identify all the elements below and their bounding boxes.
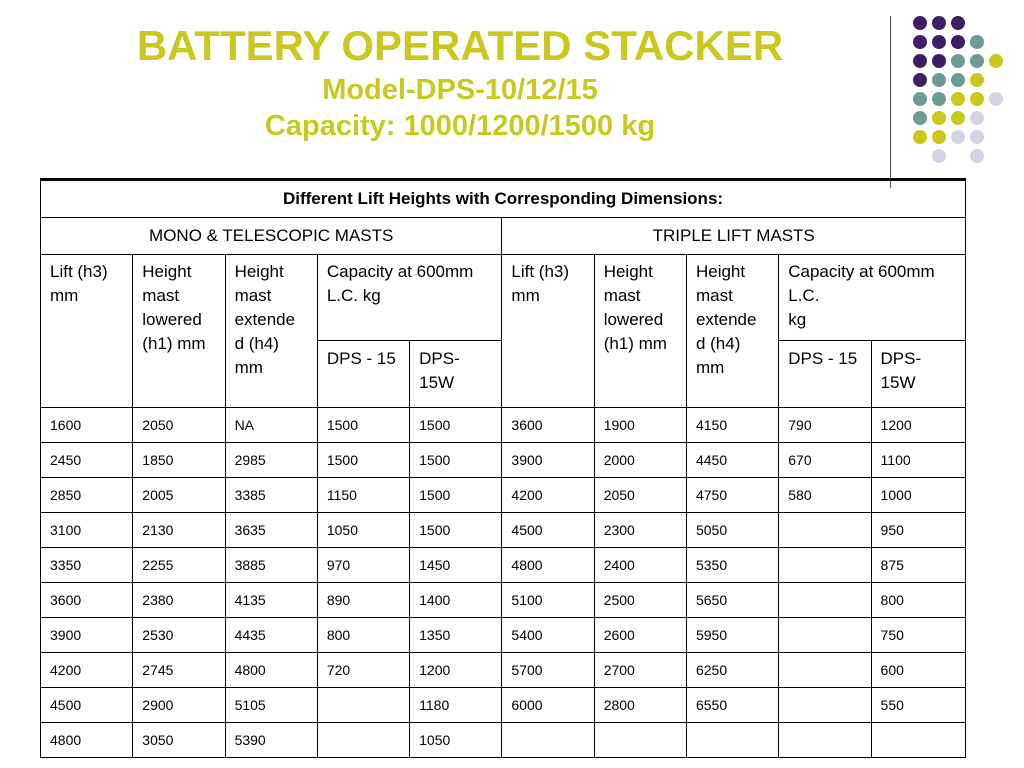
- table-cell: 5050: [686, 513, 778, 548]
- table-cell: 5950: [686, 618, 778, 653]
- table-cell: 4750: [686, 478, 778, 513]
- table-cell: 3635: [225, 513, 317, 548]
- decorative-dot: [970, 92, 984, 106]
- table-cell: 720: [317, 653, 409, 688]
- table-cell: [317, 723, 409, 758]
- table-cell: 4200: [41, 653, 133, 688]
- table-cell: 1500: [410, 478, 502, 513]
- table-cell: 580: [779, 478, 871, 513]
- header-height-extended: Height mast extende d (h4) mm: [225, 255, 317, 408]
- table-cell: 2800: [594, 688, 686, 723]
- table-cell: 3600: [502, 408, 594, 443]
- table-cell: 2005: [133, 478, 225, 513]
- header-capacity-triple-line1: Capacity at 600mm L.C.: [788, 262, 935, 305]
- decorative-dot: [932, 149, 946, 163]
- table-cell: [779, 618, 871, 653]
- table-cell: 800: [871, 583, 965, 618]
- header-height-lowered-triple: Height mast lowered (h1) mm: [594, 255, 686, 408]
- table-row: [41, 513, 966, 548]
- table-cell: 950: [871, 513, 965, 548]
- table-cell: NA: [225, 408, 317, 443]
- table-cell: 800: [317, 618, 409, 653]
- header-height-extended-triple: Height mast extende d (h4) mm: [686, 255, 778, 408]
- lift-heights-table: [40, 178, 966, 758]
- decorative-dot: [970, 35, 984, 49]
- decorative-dot: [951, 54, 965, 68]
- decorative-dot: [951, 16, 965, 30]
- table-cell: 600: [871, 653, 965, 688]
- header-capacity-triple: [779, 255, 966, 341]
- table-cell: 4450: [686, 443, 778, 478]
- table-cell: [686, 723, 778, 758]
- table-cell: 1850: [133, 443, 225, 478]
- table-cell: 2050: [594, 478, 686, 513]
- slide-title: BATTERY OPERATED STACKER: [136, 22, 784, 69]
- table-cell: 1100: [871, 443, 965, 478]
- table-cell: 2255: [133, 548, 225, 583]
- table-cell: 2400: [594, 548, 686, 583]
- table-cell: 2900: [133, 688, 225, 723]
- table-cell: 1400: [410, 583, 502, 618]
- subheader-dps-15w: DPS- 15W: [410, 341, 502, 408]
- triple-lift-group-header: TRIPLE LIFT MASTS: [502, 218, 966, 255]
- table-cell: 1450: [410, 548, 502, 583]
- table-cell: 5100: [502, 583, 594, 618]
- table-cell: 1500: [317, 408, 409, 443]
- table-cell: 3050: [133, 723, 225, 758]
- decorative-dot: [913, 111, 927, 125]
- table-cell: 1180: [410, 688, 502, 723]
- table-cell: 2745: [133, 653, 225, 688]
- table-row: [41, 723, 966, 758]
- decorative-dot: [951, 73, 965, 87]
- table-cell: 2300: [594, 513, 686, 548]
- table-row: [41, 688, 966, 723]
- header-lift-h3-triple: Lift (h3) mm: [502, 255, 594, 408]
- table-cell: 3885: [225, 548, 317, 583]
- table-cell: 1050: [317, 513, 409, 548]
- table-cell: 5700: [502, 653, 594, 688]
- table-cell: 4135: [225, 583, 317, 618]
- decorative-dot: [951, 111, 965, 125]
- decorative-dot: [970, 111, 984, 125]
- table-row: [41, 478, 966, 513]
- table-caption: Different Lift Heights with Corresponding Dimensions:: [41, 180, 966, 218]
- mono-telescopic-group-header: MONO & TELESCOPIC MASTS: [41, 218, 502, 255]
- table-cell: 4800: [41, 723, 133, 758]
- table-cell: 2985: [225, 443, 317, 478]
- table-cell: 5650: [686, 583, 778, 618]
- table-cell: 2850: [41, 478, 133, 513]
- table-cell: 4500: [41, 688, 133, 723]
- table-cell: 875: [871, 548, 965, 583]
- table-cell: 6000: [502, 688, 594, 723]
- table-cell: 1900: [594, 408, 686, 443]
- table-row: [41, 618, 966, 653]
- model-subtitle: Model-DPS-10/12/15: [322, 74, 598, 106]
- table-cell: 1500: [410, 443, 502, 478]
- divider-line: [890, 16, 891, 188]
- table-cell: 1500: [410, 513, 502, 548]
- table-cell: 1500: [317, 443, 409, 478]
- table-cell: 6550: [686, 688, 778, 723]
- table-cell: 550: [871, 688, 965, 723]
- table-cell: [317, 688, 409, 723]
- table-cell: 2600: [594, 618, 686, 653]
- decorative-dot: [970, 149, 984, 163]
- decorative-dot: [951, 92, 965, 106]
- table-row: [41, 408, 966, 443]
- table-cell: 1050: [410, 723, 502, 758]
- table-cell: 4800: [225, 653, 317, 688]
- decorative-dot: [913, 54, 927, 68]
- table-cell: 670: [779, 443, 871, 478]
- decorative-dot: [932, 92, 946, 106]
- decorative-dot: [913, 16, 927, 30]
- table-cell: [502, 723, 594, 758]
- decorative-dot: [932, 54, 946, 68]
- table-cell: 3900: [41, 618, 133, 653]
- table-cell: 1150: [317, 478, 409, 513]
- table-cell: 4800: [502, 548, 594, 583]
- table-cell: 1000: [871, 478, 965, 513]
- table-cell: 5390: [225, 723, 317, 758]
- decorative-dot: [970, 130, 984, 144]
- decorative-dot: [932, 73, 946, 87]
- table-cell: 3100: [41, 513, 133, 548]
- table-row: [41, 548, 966, 583]
- table-cell: 5350: [686, 548, 778, 583]
- decorative-dot: [932, 35, 946, 49]
- table-cell: [779, 583, 871, 618]
- decorative-dot: [913, 73, 927, 87]
- table-row: [41, 443, 966, 478]
- table-cell: 4435: [225, 618, 317, 653]
- table-cell: 4500: [502, 513, 594, 548]
- table-cell: 890: [317, 583, 409, 618]
- header-capacity-mono: Capacity at 600mm L.C. kg: [317, 255, 502, 341]
- table-cell: 2450: [41, 443, 133, 478]
- table-cell: [779, 513, 871, 548]
- subheader-dps-15-triple: DPS - 15: [779, 341, 871, 408]
- table-cell: 970: [317, 548, 409, 583]
- capacity-subtitle: Capacity: 1000/1200/1500 kg: [264, 110, 656, 142]
- table-cell: 1600: [41, 408, 133, 443]
- decorative-dot: [932, 130, 946, 144]
- table-cell: 4200: [502, 478, 594, 513]
- table-cell: 1200: [410, 653, 502, 688]
- decorative-dot: [932, 111, 946, 125]
- decorative-dot: [951, 130, 965, 144]
- decorative-dot: [913, 35, 927, 49]
- table-cell: 6250: [686, 653, 778, 688]
- table-cell: 2000: [594, 443, 686, 478]
- header-capacity-triple-line2: kg: [788, 310, 807, 329]
- table-cell: 2130: [133, 513, 225, 548]
- table-cell: 2380: [133, 583, 225, 618]
- decorative-dot: [913, 130, 927, 144]
- table-cell: 750: [871, 618, 965, 653]
- table-cell: 1350: [410, 618, 502, 653]
- table-row: [41, 653, 966, 688]
- subheader-dps-15: DPS - 15: [317, 341, 409, 408]
- table-cell: [779, 688, 871, 723]
- header-lift-h3: Lift (h3) mm: [41, 255, 133, 408]
- title-block: [40, 22, 880, 144]
- decorative-dot: [913, 92, 927, 106]
- table-cell: 790: [779, 408, 871, 443]
- table-cell: [594, 723, 686, 758]
- decorative-dot: [932, 16, 946, 30]
- table-cell: 1200: [871, 408, 965, 443]
- table-cell: 4150: [686, 408, 778, 443]
- subheader-dps-15w-triple: DPS- 15W: [871, 341, 965, 408]
- decorative-dot: [970, 73, 984, 87]
- table-cell: 2530: [133, 618, 225, 653]
- table-cell: 5105: [225, 688, 317, 723]
- table-cell: 3600: [41, 583, 133, 618]
- table-cell: [871, 723, 965, 758]
- table-body: [41, 408, 966, 758]
- table-cell: 2500: [594, 583, 686, 618]
- table-cell: 2050: [133, 408, 225, 443]
- table-cell: 5400: [502, 618, 594, 653]
- table-cell: 2700: [594, 653, 686, 688]
- decorative-dot: [951, 35, 965, 49]
- decorative-dot: [989, 92, 1003, 106]
- decorative-dot: [970, 54, 984, 68]
- table-cell: [779, 548, 871, 583]
- table-cell: 3900: [502, 443, 594, 478]
- table-cell: 3385: [225, 478, 317, 513]
- table-cell: [779, 723, 871, 758]
- table-cell: 3350: [41, 548, 133, 583]
- table-cell: [779, 653, 871, 688]
- table-row: [41, 583, 966, 618]
- header-height-lowered: Height mast lowered (h1) mm: [133, 255, 225, 408]
- table-cell: 1500: [410, 408, 502, 443]
- decorative-dot: [989, 54, 1003, 68]
